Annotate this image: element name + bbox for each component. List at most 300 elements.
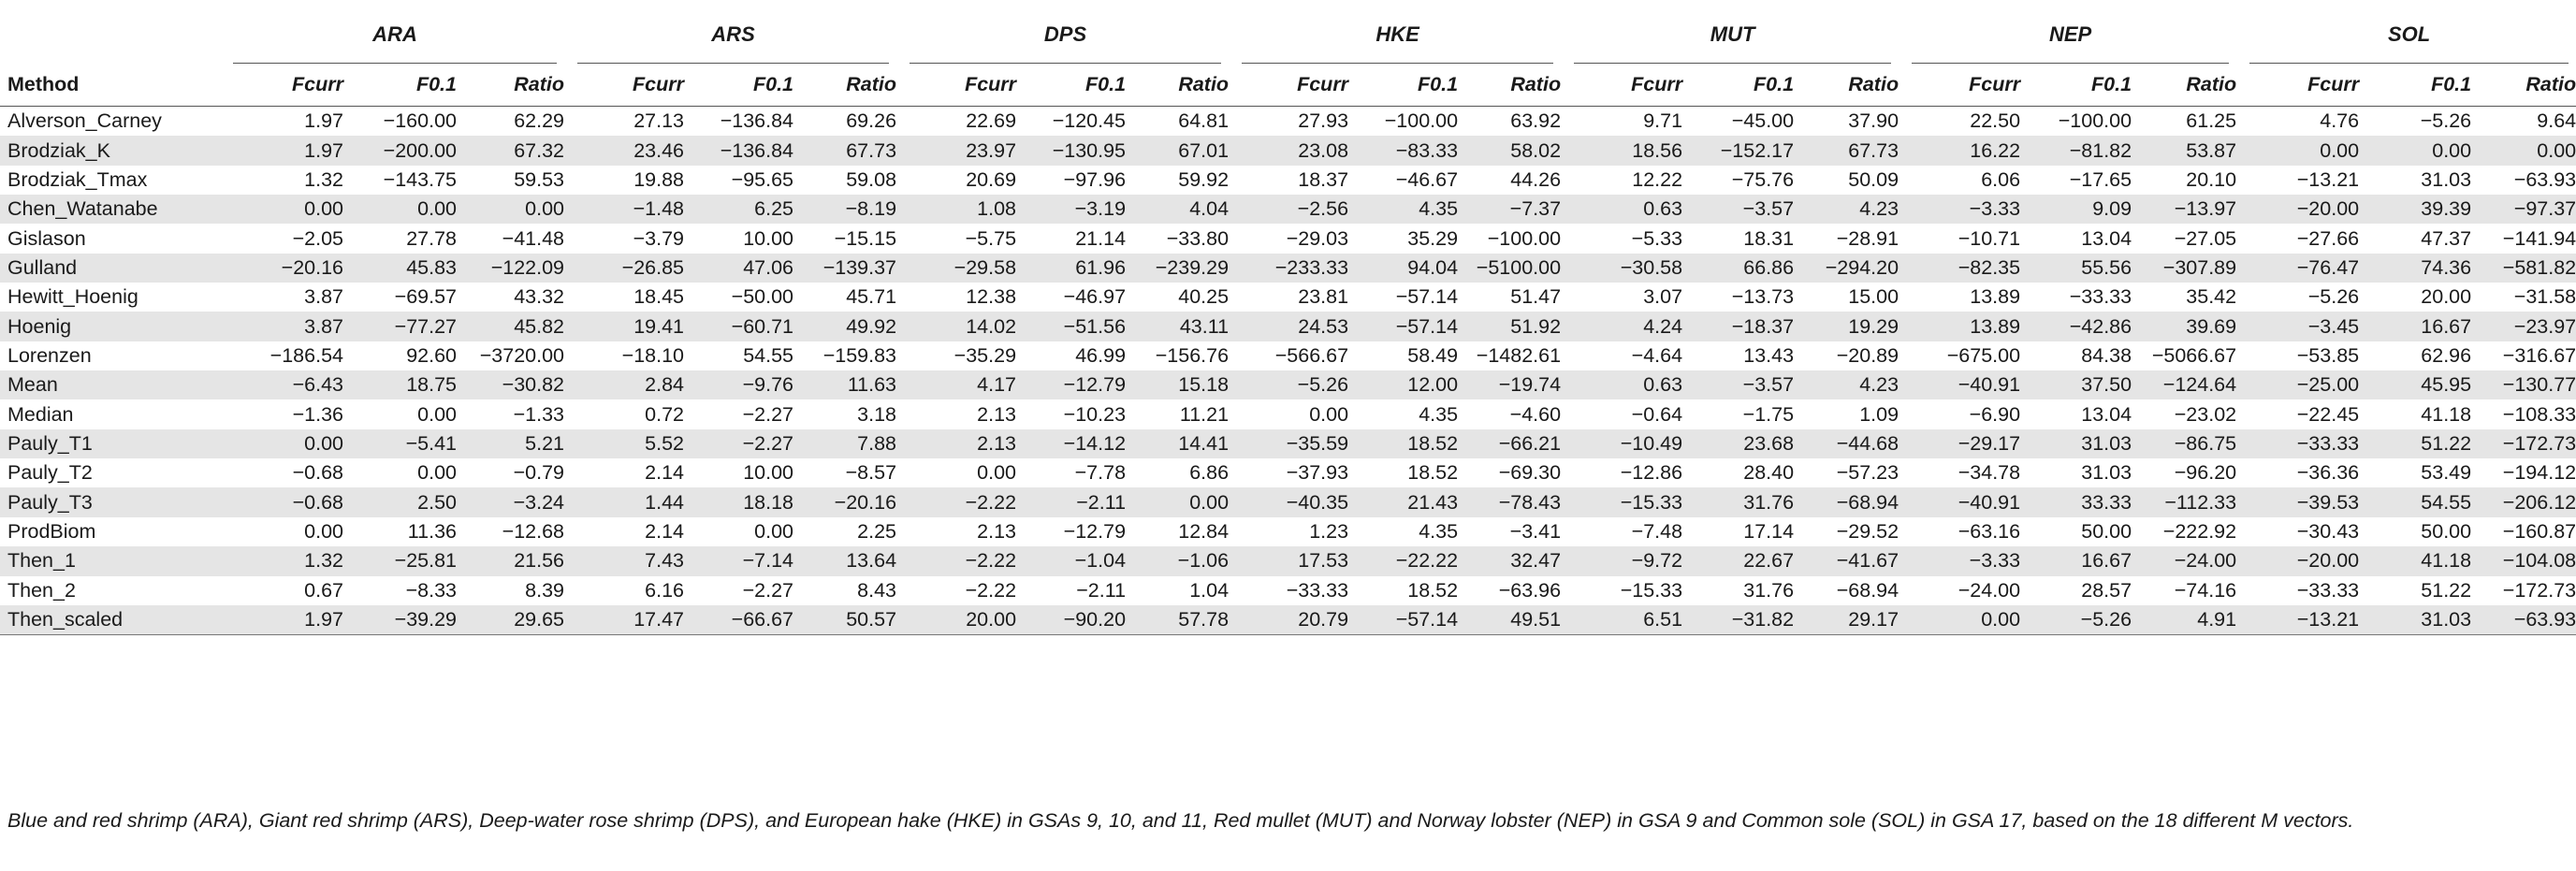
value-cell: −2.27 (684, 576, 793, 605)
species-header (2236, 0, 2576, 64)
value-cell: −46.67 (1348, 166, 1458, 195)
value-cell: −1.04 (1016, 546, 1126, 575)
table-caption: Blue and red shrimp (ARA), Giant red shrimp (ARS), Deep-water rose shrimp (DPS), and European hake (HKE) in GSAs 9, 10, and 11, Red mullet (MUT) and Norway lobster (NEP) in GSA 9 and Common sole (SOL) in GSA 17, based on the 18 different M vectors. (7, 809, 2354, 832)
value-cell: 51.92 (1458, 312, 1561, 341)
subcolumn-header: F0.1 (343, 64, 457, 107)
column-header-row (0, 64, 2576, 107)
value-cell: −7.14 (684, 546, 793, 575)
value-cell: 6.06 (1899, 166, 2020, 195)
table-body (0, 107, 2576, 635)
subcolumn-header: F0.1 (1682, 64, 1794, 107)
value-cell: 1.44 (564, 487, 684, 516)
value-cell: −7.78 (1016, 458, 1126, 487)
value-cell: 6.86 (1126, 458, 1229, 487)
value-cell: 16.22 (1899, 136, 2020, 165)
value-cell: −122.09 (457, 254, 564, 283)
value-cell: 2.13 (896, 399, 1016, 428)
value-cell: −82.35 (1899, 254, 2020, 283)
subcolumn-header: Fcurr (1561, 64, 1682, 107)
method-cell: Then_1 (0, 546, 220, 575)
value-cell: −5.26 (2359, 107, 2471, 137)
value-cell: 18.37 (1229, 166, 1348, 195)
value-cell: 4.23 (1794, 370, 1899, 399)
value-cell: 13.89 (1899, 312, 2020, 341)
value-cell: −2.56 (1229, 195, 1348, 224)
species-header-row (0, 0, 2576, 64)
value-cell: 0.00 (684, 517, 793, 546)
value-cell: −239.29 (1126, 254, 1229, 283)
subcolumn-header: F0.1 (2020, 64, 2132, 107)
value-cell: −1.36 (220, 399, 343, 428)
value-cell: −25.81 (343, 546, 457, 575)
value-cell: −23.02 (2132, 399, 2236, 428)
value-cell: 13.89 (1899, 283, 2020, 312)
value-cell: −2.22 (896, 487, 1016, 516)
value-cell: 37.90 (1794, 107, 1899, 137)
value-cell: 4.24 (1561, 312, 1682, 341)
method-cell: Lorenzen (0, 341, 220, 370)
table-row (0, 576, 2576, 605)
value-cell: −5.75 (896, 224, 1016, 253)
value-cell: −160.00 (343, 107, 457, 137)
value-cell: −160.87 (2471, 517, 2576, 546)
value-cell: 20.00 (896, 605, 1016, 635)
species-label: NEP (1912, 22, 2229, 64)
value-cell: −20.00 (2236, 546, 2359, 575)
value-cell: −97.37 (2471, 195, 2576, 224)
value-cell: −28.91 (1794, 224, 1899, 253)
subcolumn-header: Ratio (1126, 64, 1229, 107)
value-cell: 23.68 (1682, 429, 1794, 458)
value-cell: 63.92 (1458, 107, 1561, 137)
value-cell: 0.00 (2359, 136, 2471, 165)
value-cell: −27.66 (2236, 224, 2359, 253)
subcolumn-header: Ratio (2132, 64, 2236, 107)
value-cell: −33.33 (2236, 576, 2359, 605)
value-cell: −2.11 (1016, 576, 1126, 605)
method-cell: Median (0, 399, 220, 428)
value-cell: 40.25 (1126, 283, 1229, 312)
value-cell: −100.00 (2020, 107, 2132, 137)
subcolumn-header: F0.1 (1348, 64, 1458, 107)
value-cell: −172.73 (2471, 576, 2576, 605)
value-cell: −222.92 (2132, 517, 2236, 546)
value-cell: −22.22 (1348, 546, 1458, 575)
value-cell: −7.48 (1561, 517, 1682, 546)
value-cell: −200.00 (343, 136, 457, 165)
value-cell: 16.67 (2359, 312, 2471, 341)
value-cell: 51.22 (2359, 429, 2471, 458)
value-cell: −15.15 (793, 224, 896, 253)
subcolumn-header: Fcurr (220, 64, 343, 107)
value-cell: 22.50 (1899, 107, 2020, 137)
value-cell: −1.75 (1682, 399, 1794, 428)
value-cell: 61.25 (2132, 107, 2236, 137)
value-cell: −25.00 (2236, 370, 2359, 399)
value-cell: 23.08 (1229, 136, 1348, 165)
value-cell: −19.74 (1458, 370, 1561, 399)
value-cell: 45.82 (457, 312, 564, 341)
value-cell: 20.10 (2132, 166, 2236, 195)
value-cell: 1.97 (220, 136, 343, 165)
value-cell: 17.53 (1229, 546, 1348, 575)
value-cell: −33.33 (2020, 283, 2132, 312)
value-cell: 19.29 (1794, 312, 1899, 341)
value-cell: 45.95 (2359, 370, 2471, 399)
value-cell: 0.00 (1126, 487, 1229, 516)
value-cell: 32.47 (1458, 546, 1561, 575)
value-cell: −1.33 (457, 399, 564, 428)
value-cell: 18.52 (1348, 576, 1458, 605)
value-cell: −13.97 (2132, 195, 2236, 224)
value-cell: 50.57 (793, 605, 896, 635)
value-cell: −13.21 (2236, 605, 2359, 635)
value-cell: −156.76 (1126, 341, 1229, 370)
value-cell: 54.55 (2359, 487, 2471, 516)
value-cell: −18.10 (564, 341, 684, 370)
value-cell: 28.57 (2020, 576, 2132, 605)
value-cell: −3.33 (1899, 546, 2020, 575)
value-cell: −96.20 (2132, 458, 2236, 487)
value-cell: 3.87 (220, 283, 343, 312)
species-header (220, 0, 564, 64)
value-cell: −10.23 (1016, 399, 1126, 428)
value-cell: −152.17 (1682, 136, 1794, 165)
value-cell: −143.75 (343, 166, 457, 195)
value-cell: −3.45 (2236, 312, 2359, 341)
value-cell: 2.13 (896, 517, 1016, 546)
table-row (0, 283, 2576, 312)
value-cell: −30.82 (457, 370, 564, 399)
value-cell: −78.43 (1458, 487, 1561, 516)
value-cell: −33.80 (1126, 224, 1229, 253)
value-cell: 27.93 (1229, 107, 1348, 137)
value-cell: −75.76 (1682, 166, 1794, 195)
value-cell: −29.17 (1899, 429, 2020, 458)
value-cell: 27.13 (564, 107, 684, 137)
value-cell: −100.00 (1348, 107, 1458, 137)
value-cell: 12.38 (896, 283, 1016, 312)
value-cell: −12.68 (457, 517, 564, 546)
value-cell: 4.35 (1348, 517, 1458, 546)
value-cell: −159.83 (793, 341, 896, 370)
value-cell: 0.00 (220, 195, 343, 224)
value-cell: −2.05 (220, 224, 343, 253)
value-cell: 22.67 (1682, 546, 1794, 575)
value-cell: 59.92 (1126, 166, 1229, 195)
value-cell: −74.16 (2132, 576, 2236, 605)
value-cell: 5.52 (564, 429, 684, 458)
value-cell: 0.72 (564, 399, 684, 428)
method-cell: Then_2 (0, 576, 220, 605)
value-cell: 0.67 (220, 576, 343, 605)
value-cell: 0.63 (1561, 195, 1682, 224)
value-cell: 50.09 (1794, 166, 1899, 195)
value-cell: 45.71 (793, 283, 896, 312)
value-cell: 7.43 (564, 546, 684, 575)
table-row (0, 312, 2576, 341)
value-cell: 17.14 (1682, 517, 1794, 546)
value-cell: −124.64 (2132, 370, 2236, 399)
value-cell: −40.35 (1229, 487, 1348, 516)
value-cell: 54.55 (684, 341, 793, 370)
value-cell: 27.78 (343, 224, 457, 253)
value-cell: −3.57 (1682, 370, 1794, 399)
value-cell: −81.82 (2020, 136, 2132, 165)
value-cell: −29.58 (896, 254, 1016, 283)
value-cell: 18.45 (564, 283, 684, 312)
value-cell: −40.91 (1899, 487, 2020, 516)
value-cell: −33.33 (2236, 429, 2359, 458)
value-cell: 28.40 (1682, 458, 1794, 487)
value-cell: 7.88 (793, 429, 896, 458)
value-cell: 50.00 (2020, 517, 2132, 546)
value-cell: −5.26 (2020, 605, 2132, 635)
value-cell: −69.57 (343, 283, 457, 312)
value-cell: −15.33 (1561, 576, 1682, 605)
table-row (0, 341, 2576, 370)
value-cell: −90.20 (1016, 605, 1126, 635)
value-cell: 18.52 (1348, 429, 1458, 458)
subcolumn-header: Ratio (2471, 64, 2576, 107)
value-cell: −233.33 (1229, 254, 1348, 283)
value-cell: −95.65 (684, 166, 793, 195)
value-cell: 12.84 (1126, 517, 1229, 546)
value-cell: −42.86 (2020, 312, 2132, 341)
value-cell: −0.68 (220, 487, 343, 516)
value-cell: −5100.00 (1458, 254, 1561, 283)
value-cell: 3.07 (1561, 283, 1682, 312)
value-cell: 94.04 (1348, 254, 1458, 283)
species-header (1561, 0, 1899, 64)
value-cell: 47.06 (684, 254, 793, 283)
value-cell: −33.33 (1229, 576, 1348, 605)
value-cell: −20.16 (220, 254, 343, 283)
value-cell: 43.32 (457, 283, 564, 312)
value-cell: −13.73 (1682, 283, 1794, 312)
value-cell: 67.32 (457, 136, 564, 165)
value-cell: −29.03 (1229, 224, 1348, 253)
method-cell: Alverson_Carney (0, 107, 220, 137)
species-label: ARA (233, 22, 557, 64)
value-cell: −40.91 (1899, 370, 2020, 399)
value-cell: 8.43 (793, 576, 896, 605)
value-cell: −69.30 (1458, 458, 1561, 487)
value-cell: −37.93 (1229, 458, 1348, 487)
value-cell: 23.81 (1229, 283, 1348, 312)
method-cell: Pauly_T3 (0, 487, 220, 516)
value-cell: 0.00 (343, 399, 457, 428)
method-cell: Gislason (0, 224, 220, 253)
value-cell: 21.56 (457, 546, 564, 575)
value-cell: −35.59 (1229, 429, 1348, 458)
subcolumn-header: Fcurr (896, 64, 1016, 107)
value-cell: 4.91 (2132, 605, 2236, 635)
value-cell: −120.45 (1016, 107, 1126, 137)
value-cell: 13.64 (793, 546, 896, 575)
value-cell: −18.37 (1682, 312, 1794, 341)
value-cell: −0.64 (1561, 399, 1682, 428)
value-cell: 29.17 (1794, 605, 1899, 635)
value-cell: 59.08 (793, 166, 896, 195)
value-cell: 31.76 (1682, 576, 1794, 605)
value-cell: −7.37 (1458, 195, 1561, 224)
value-cell: −27.05 (2132, 224, 2236, 253)
value-cell: −186.54 (220, 341, 343, 370)
value-cell: −307.89 (2132, 254, 2236, 283)
value-cell: 74.36 (2359, 254, 2471, 283)
value-cell: 16.67 (2020, 546, 2132, 575)
value-cell: −104.08 (2471, 546, 2576, 575)
value-cell: 45.83 (343, 254, 457, 283)
value-cell: −26.85 (564, 254, 684, 283)
value-cell: 2.50 (343, 487, 457, 516)
value-cell: −24.00 (1899, 576, 2020, 605)
value-cell: −51.56 (1016, 312, 1126, 341)
method-cell: ProdBiom (0, 517, 220, 546)
value-cell: −63.16 (1899, 517, 2020, 546)
value-cell: 6.16 (564, 576, 684, 605)
value-cell: −12.79 (1016, 370, 1126, 399)
value-cell: 15.18 (1126, 370, 1229, 399)
species-header (1899, 0, 2236, 64)
value-cell: −15.33 (1561, 487, 1682, 516)
value-cell: 20.69 (896, 166, 1016, 195)
value-cell: 21.14 (1016, 224, 1126, 253)
method-cell: Pauly_T1 (0, 429, 220, 458)
value-cell: −5.41 (343, 429, 457, 458)
value-cell: −66.21 (1458, 429, 1561, 458)
value-cell: −1482.61 (1458, 341, 1561, 370)
subcolumn-header: Ratio (793, 64, 896, 107)
value-cell: 44.26 (1458, 166, 1561, 195)
value-cell: 35.29 (1348, 224, 1458, 253)
value-cell: −63.96 (1458, 576, 1561, 605)
species-label: MUT (1574, 22, 1891, 64)
method-cell: Brodziak_K (0, 136, 220, 165)
table-row (0, 224, 2576, 253)
value-cell: −112.33 (2132, 487, 2236, 516)
value-cell: 21.43 (1348, 487, 1458, 516)
value-cell: 31.03 (2020, 458, 2132, 487)
value-cell: 31.76 (1682, 487, 1794, 516)
value-cell: 17.47 (564, 605, 684, 635)
value-cell: −68.94 (1794, 576, 1899, 605)
value-cell: 67.73 (793, 136, 896, 165)
value-cell: 13.04 (2020, 224, 2132, 253)
value-cell: −675.00 (1899, 341, 2020, 370)
method-cell: Hewitt_Hoenig (0, 283, 220, 312)
value-cell: 4.04 (1126, 195, 1229, 224)
value-cell: 50.00 (2359, 517, 2471, 546)
value-cell: 1.32 (220, 166, 343, 195)
value-cell: 67.73 (1794, 136, 1899, 165)
value-cell: 23.46 (564, 136, 684, 165)
value-cell: −4.64 (1561, 341, 1682, 370)
value-cell: 39.39 (2359, 195, 2471, 224)
value-cell: 12.00 (1348, 370, 1458, 399)
value-cell: −63.93 (2471, 605, 2576, 635)
value-cell: −5066.67 (2132, 341, 2236, 370)
table-row (0, 195, 2576, 224)
value-cell: −6.43 (220, 370, 343, 399)
value-cell: −76.47 (2236, 254, 2359, 283)
value-cell: 57.78 (1126, 605, 1229, 635)
value-cell: 39.69 (2132, 312, 2236, 341)
value-cell: 49.92 (793, 312, 896, 341)
value-cell: 35.42 (2132, 283, 2236, 312)
value-cell: 18.52 (1348, 458, 1458, 487)
method-cell: Then_scaled (0, 605, 220, 635)
value-cell: 14.02 (896, 312, 1016, 341)
subcolumn-header: Fcurr (2236, 64, 2359, 107)
value-cell: 23.97 (896, 136, 1016, 165)
method-cell: Hoenig (0, 312, 220, 341)
value-cell: 6.25 (684, 195, 793, 224)
value-cell: −50.00 (684, 283, 793, 312)
value-cell: −3.24 (457, 487, 564, 516)
value-cell: −9.76 (684, 370, 793, 399)
value-cell: 0.00 (2471, 136, 2576, 165)
value-cell: 31.03 (2359, 166, 2471, 195)
value-cell: 37.50 (2020, 370, 2132, 399)
value-cell: 19.41 (564, 312, 684, 341)
subcolumn-header: F0.1 (1016, 64, 1126, 107)
value-cell: 92.60 (343, 341, 457, 370)
value-cell: −3.33 (1899, 195, 2020, 224)
table-row (0, 429, 2576, 458)
value-cell: −9.72 (1561, 546, 1682, 575)
species-header (1229, 0, 1561, 64)
value-cell: −63.93 (2471, 166, 2576, 195)
value-cell: 53.49 (2359, 458, 2471, 487)
value-cell: 20.00 (2359, 283, 2471, 312)
value-cell: 61.96 (1016, 254, 1126, 283)
value-cell: 41.18 (2359, 399, 2471, 428)
method-cell: Brodziak_Tmax (0, 166, 220, 195)
value-cell: −141.94 (2471, 224, 2576, 253)
value-cell: 15.00 (1794, 283, 1899, 312)
value-cell: 0.00 (457, 195, 564, 224)
value-cell: 55.56 (2020, 254, 2132, 283)
value-cell: 18.75 (343, 370, 457, 399)
value-cell: 31.03 (2359, 605, 2471, 635)
value-cell: 62.29 (457, 107, 564, 137)
value-cell: −57.14 (1348, 283, 1458, 312)
value-cell: −8.57 (793, 458, 896, 487)
value-cell: −41.48 (457, 224, 564, 253)
value-cell: 2.84 (564, 370, 684, 399)
value-cell: 67.01 (1126, 136, 1229, 165)
value-cell: −31.82 (1682, 605, 1794, 635)
value-cell: 2.25 (793, 517, 896, 546)
value-cell: 69.26 (793, 107, 896, 137)
table-row (0, 254, 2576, 283)
value-cell: 3.18 (793, 399, 896, 428)
value-cell: 2.13 (896, 429, 1016, 458)
value-cell: −36.36 (2236, 458, 2359, 487)
value-cell: −30.58 (1561, 254, 1682, 283)
subcolumn-header: F0.1 (2359, 64, 2471, 107)
subcolumn-header: F0.1 (684, 64, 793, 107)
value-cell: 9.71 (1561, 107, 1682, 137)
table-row (0, 487, 2576, 516)
value-cell: −172.73 (2471, 429, 2576, 458)
value-cell: −2.27 (684, 399, 793, 428)
value-cell: −39.53 (2236, 487, 2359, 516)
value-cell: 5.21 (457, 429, 564, 458)
species-header-blank (0, 0, 220, 64)
